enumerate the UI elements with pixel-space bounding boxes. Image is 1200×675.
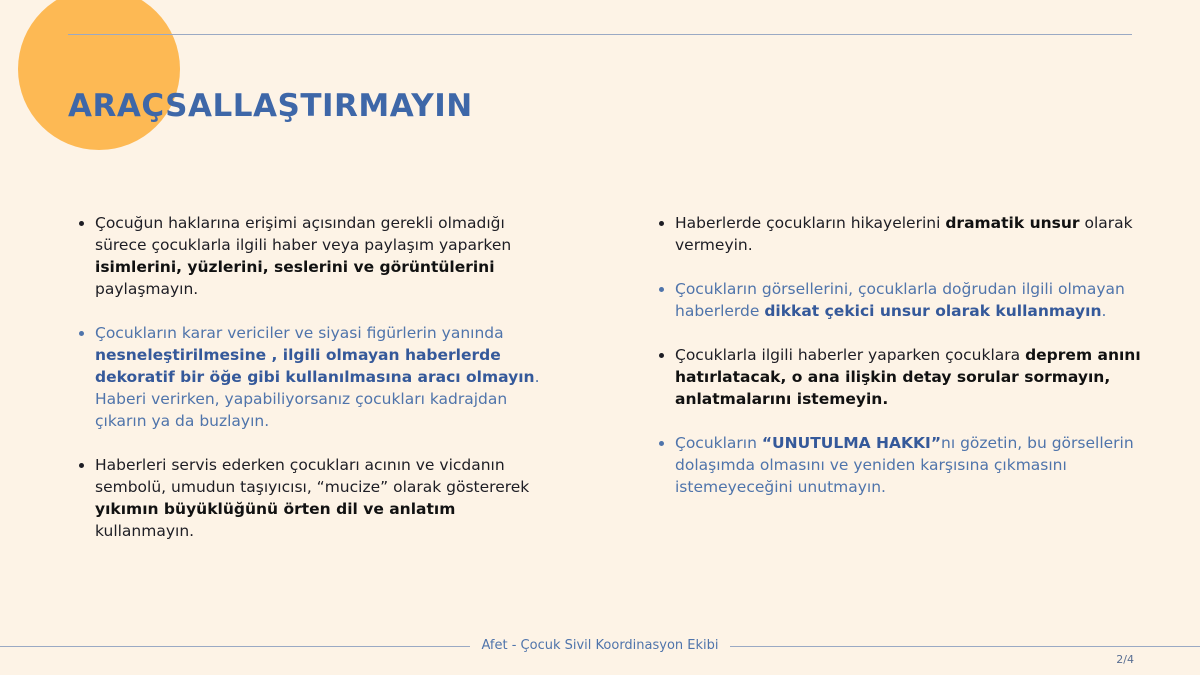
bullet-item: [658, 344, 1148, 410]
bullet-item: [658, 278, 1148, 322]
bullet-text: Çocukların karar vericiler ve siyasi figürlerin yanında: [95, 324, 504, 342]
bullet-item: [658, 212, 1148, 256]
bullet-text: .: [1101, 302, 1107, 320]
bullet-item: [78, 322, 558, 432]
bullet-text: nı gözetin, bu görsellerin dolaşımda olmasını ve yeniden karşısına çıkmasını istemeyeceğini unutmayın.: [675, 434, 1134, 496]
bullet-item: [658, 432, 1148, 498]
bullet-text-emphasis: deprem anını hatırlatacak, o ana ilişkin detay sorular sormayın, anlatmalarını istemeyin.: [675, 346, 1141, 408]
bullet-text-emphasis: yıkımın büyüklüğünü örten dil ve anlatım: [95, 500, 456, 518]
left-bullet-list: [78, 212, 558, 564]
bullet-text-emphasis: nesneleştirilmesine , ilgili olmayan haberlerde dekoratif bir öğe gibi kullanılmasına aracı olmayın: [95, 346, 535, 386]
bullet-text: Haberleri servis ederken çocukları acının ve vicdanın sembolü, umudun taşıyıcısı, “mucize” olarak göstererek: [95, 456, 530, 496]
bullet-text: kullanmayın.: [95, 522, 195, 540]
bullet-text: Çocuğun haklarına erişimi açısından gerekli olmadığı sürece çocuklarla ilgili haber veya paylaşım yaparken: [95, 214, 512, 254]
bullet-text: Çocuklarla ilgili haberler yaparken çocuklara: [675, 346, 1026, 364]
footer-organization: Afet - Çocuk Sivil Koordinasyon Ekibi: [481, 638, 719, 653]
bullet-text: Çocukların: [675, 434, 762, 452]
bullet-text-emphasis: dikkat çekici unsur olarak kullanmayın: [764, 302, 1102, 320]
bullet-text-emphasis: dramatik unsur: [945, 214, 1080, 232]
bullet-text-emphasis: “UNUTULMA HAKKI”: [761, 434, 942, 452]
bullet-item: [78, 212, 558, 300]
bullet-text: Haberlerde çocukların hikayelerini: [675, 214, 946, 232]
bullet-text-emphasis: isimlerini, yüzlerini, seslerini ve görüntülerini: [95, 258, 495, 276]
bullet-item: [78, 454, 558, 542]
bullet-text: . Haberi verirken, yapabiliyorsanız çocukları kadrajdan çıkarın ya da buzlayın.: [95, 368, 540, 430]
bullet-text: paylaşmayın.: [95, 280, 199, 298]
bullet-text: olarak vermeyin.: [675, 214, 1133, 254]
bullet-text: Çocukların görsellerini, çocuklarla doğrudan ilgili olmayan haberlerde: [675, 280, 1125, 320]
decorative-circle: [18, 0, 180, 150]
right-bullet-list: [658, 212, 1148, 520]
slide-title: ARAÇSALLAŞTIRMAYIN: [68, 88, 473, 124]
top-divider: [68, 34, 1132, 35]
page-number: 2/4: [1116, 653, 1134, 666]
footer-divider-right: [730, 646, 1200, 647]
footer-divider-left: [0, 646, 470, 647]
